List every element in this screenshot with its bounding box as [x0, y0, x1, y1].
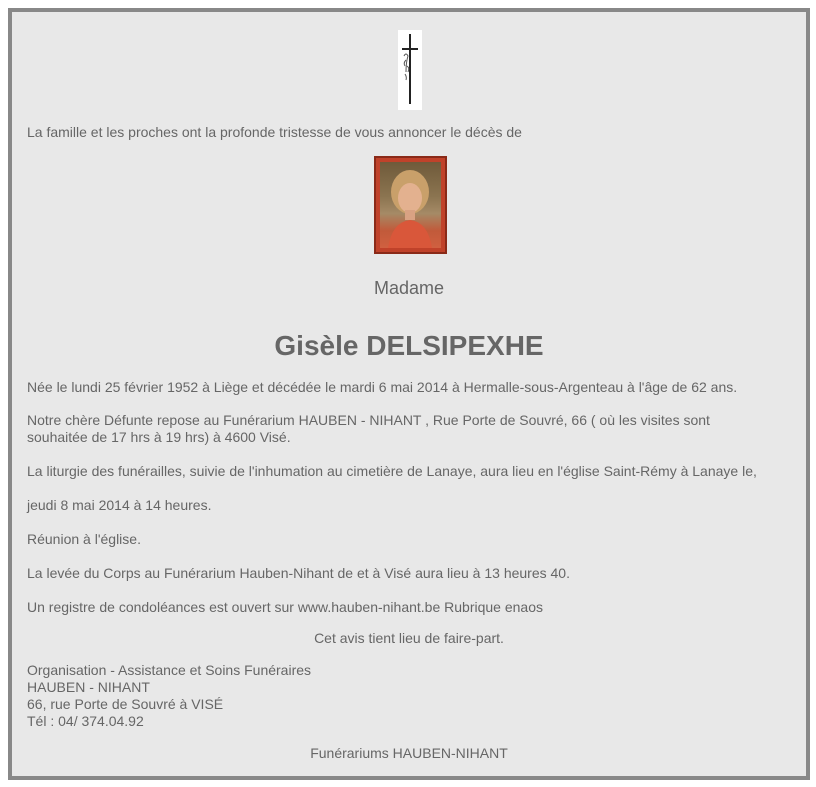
footer-text: Funérariums HAUBEN-NIHANT	[310, 745, 508, 761]
birth-death-text: Née le lundi 25 février 1952 à Liège et décédée le mardi 6 mai 2014 à Hermalle-sous-Argenteau à l'âge de 62 ans.	[27, 379, 738, 395]
obituary-card	[8, 8, 810, 780]
organisation-line-1: Organisation - Assistance et Soins Funéraires	[27, 662, 312, 678]
levee-text: La levée du Corps au Funérarium Hauben-Nihant de et à Visé aura lieu à 13 heures 40.	[27, 565, 570, 581]
repose-text: Notre chère Défunte repose au Funérarium HAUBEN - NIHANT , Rue Porte de Souvré, 66 ( où les visites sont souhaitée de 17 hrs à 19 hrs) à 4600 Visé.	[27, 412, 710, 445]
intro-text: La famille et les proches ont la profonde tristesse de vous annoncer le décès de	[27, 124, 522, 140]
organisation-line-3: 66, rue Porte de Souvré à VISÉ	[27, 696, 224, 712]
faire-part-text: Cet avis tient lieu de faire-part.	[314, 630, 504, 646]
cross-with-flower-icon	[398, 30, 422, 110]
organisation-phone: Tél : 04/ 374.04.92	[27, 713, 144, 729]
liturgy-date: jeudi 8 mai 2014 à 14 heures.	[27, 497, 212, 513]
registre-text: Un registre de condoléances est ouvert sur www.hauben-nihant.be Rubrique enaos	[27, 599, 543, 615]
portrait-photo	[374, 156, 447, 254]
deceased-name: Gisèle DELSIPEXHE	[274, 330, 544, 361]
reunion-text: Réunion à l'église.	[27, 531, 141, 547]
title-madame: Madame	[373, 278, 445, 298]
organisation-line-2: HAUBEN - NIHANT	[27, 679, 150, 695]
liturgy-text: La liturgie des funérailles, suivie de l'inhumation au cimetière de Lanaye, aura lieu en l'église Saint-Rémy à Lanaye le,	[27, 463, 757, 479]
